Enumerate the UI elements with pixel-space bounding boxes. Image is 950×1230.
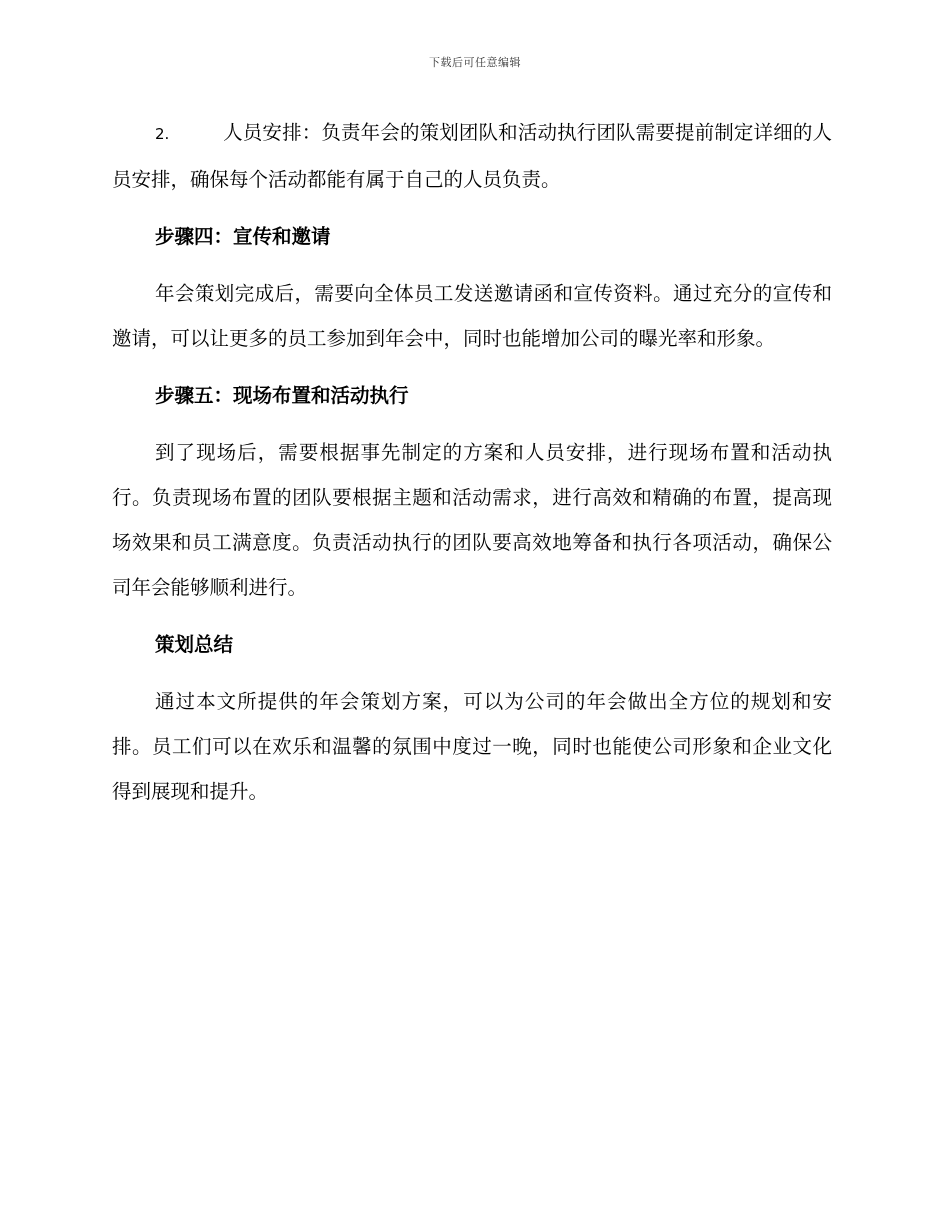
page-header: 下载后可任意编辑 [429, 56, 521, 69]
step-five-heading: 步骤五：现场布置和活动执行 [155, 384, 409, 407]
numbered-item-2 [112, 110, 832, 202]
document-body [112, 110, 832, 826]
item-number: 2. [155, 125, 170, 143]
step-four-paragraph: 年会策划完成后，需要向全体员工发送邀请函和宣传资料。通过充分的宣传和邀请，可以让更多的员工参加到年会中，同时也能增加公司的曝光率和形象。 [112, 282, 832, 350]
step-four-heading: 步骤四：宣传和邀请 [155, 225, 331, 248]
item-text: 人员安排：负责年会的策划团队和活动执行团队需要提前制定详细的人员安排，确保每个活动都能有属于自己的人员负责。 [112, 121, 832, 191]
step-five-paragraph: 到了现场后，需要根据事先制定的方案和人员安排，进行现场布置和活动执行。负责现场布置的团队要根据主题和活动需求，进行高效和精确的布置，提高现场效果和员工满意度。负责活动执行的团队要高效地筹备和执行各项活动，确保公司年会能够顺利进行。 [112, 441, 832, 599]
summary-paragraph: 通过本文所提供的年会策划方案，可以为公司的年会做出全方位的规划和安排。员工们可以在欢乐和温馨的氛围中度过一晚，同时也能使公司形象和企业文化得到展现和提升。 [112, 690, 832, 803]
summary-heading: 策划总结 [155, 633, 234, 656]
